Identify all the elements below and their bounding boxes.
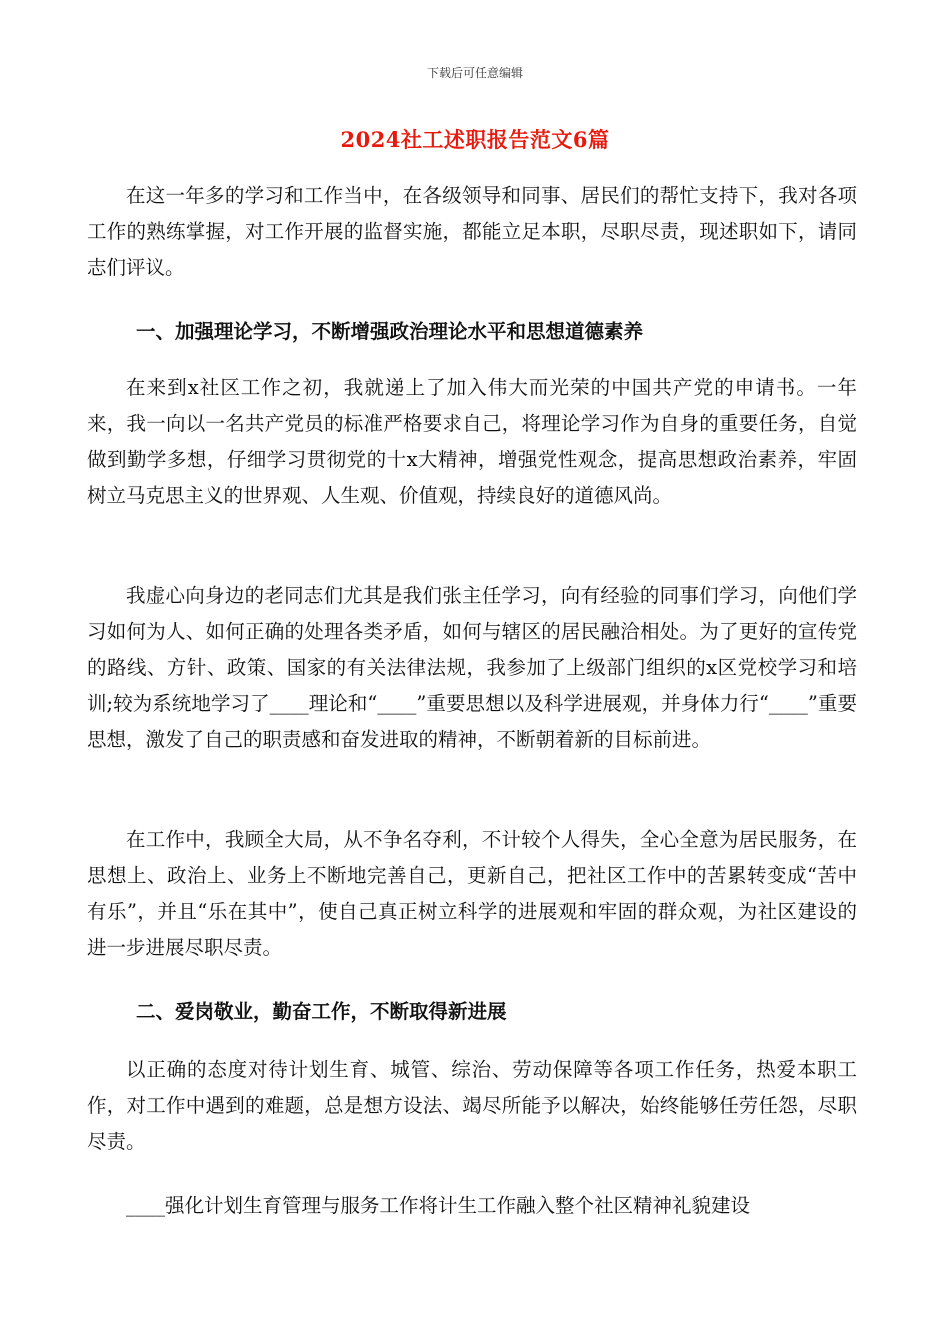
intro-paragraph: 在这一年多的学习和工作当中，在各级领导和同事、居民们的帮忙支持下，我对各项工作的熟练掌握，对工作开展的监督实施，都能立足本职，尽职尽责，现述职如下，请同志们评议。 [87,184,857,279]
section-2-heading: 二、爱岗敬业，勤奋工作，不断取得新进展 [136,1000,507,1023]
section-2-paragraph-2: ____强化计划生育管理与服务工作将计生工作融入整个社区精神礼貌建设 [126,1194,751,1217]
header-note: 下载后可任意编辑 [426,66,523,80]
section-1-paragraph-2: 我虚心向身边的老同志们尤其是我们张主任学习，向有经验的同事们学习，向他们学习如何为人、如何正确的处理各类矛盾，如何与辖区的居民融洽相处。为了更好的宣传党的路线、方针、政策、国家的有关法律法规，我参加了上级部门组织的x区党校学习和培训;较为系统地学习了____理论和“____”重要思想以及科学进展观，并身体力行“____”重要思想，激发了自己的职责感和奋发进取的精神，不断朝着新的目标前进。 [87,584,857,751]
document-title: 2024社工述职报告范文6篇 [340,127,610,152]
section-1-paragraph-1: 在来到x社区工作之初，我就递上了加入伟大而光荣的中国共产党的申请书。一年来，我一向以一名共产党员的标准严格要求自己，将理论学习作为自身的重要任务，自觉做到勤学多想，仔细学习贯彻党的十x大精神，增强党性观念，提高思想政治素养，牢固树立马克思主义的世界观、人生观、价值观，持续良好的道德风尚。 [87,376,857,507]
section-1-paragraph-3: 在工作中，我顾全大局，从不争名夺利，不计较个人得失，全心全意为居民服务，在思想上、政治上、业务上不断地完善自己，更新自己，把社区工作中的苦累转变成“苦中有乐”，并且“乐在其中”，使自己真正树立科学的进展观和牢固的群众观，为社区建设的进一步进展尽职尽责。 [87,828,857,959]
section-2-paragraph-1: 以正确的态度对待计划生育、城管、综治、劳动保障等各项工作任务，热爱本职工作，对工作中遇到的难题，总是想方设法、竭尽所能予以解决，始终能够任劳任怨，尽职尽责。 [87,1058,857,1153]
section-1-heading: 一、加强理论学习，不断增强政治理论水平和思想道德素养 [136,320,644,343]
